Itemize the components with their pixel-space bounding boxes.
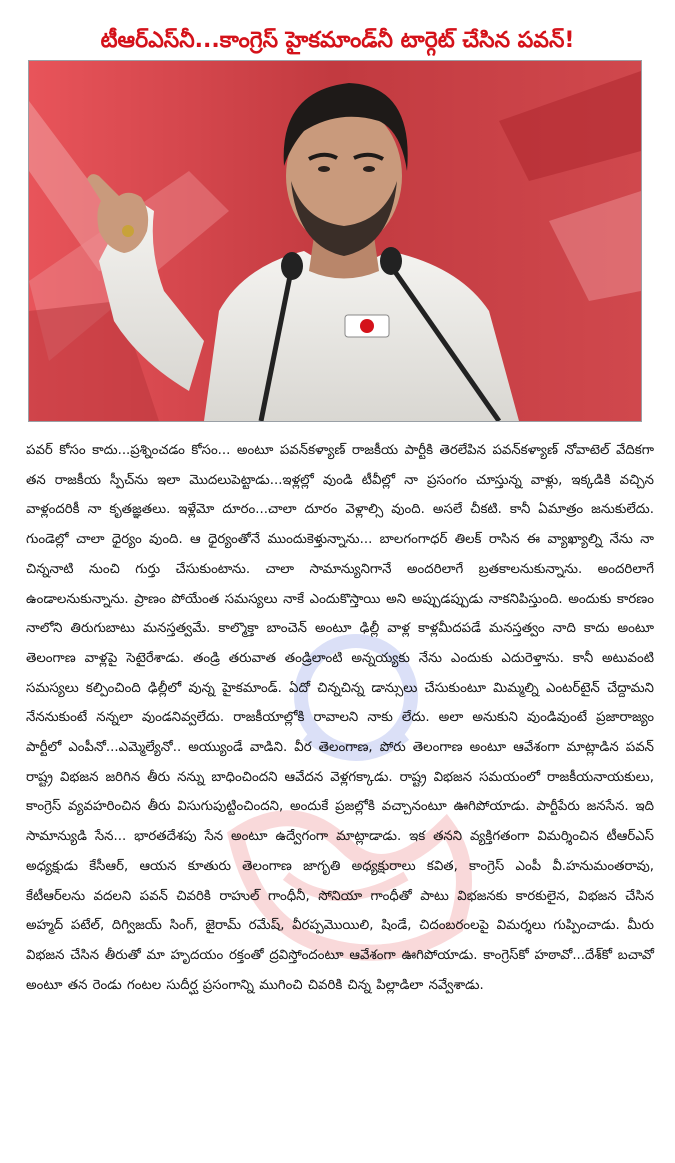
article-headline: టీఆర్ఎస్‌నీ...కాంగ్రెస్ హైకమాండ్‌నీ టార్గెట్ చేసిన పవన్! xyxy=(100,27,575,53)
article-body xyxy=(26,436,654,1156)
party-badge-icon xyxy=(345,315,389,337)
speaker-photo-icon xyxy=(29,61,641,421)
article-text: పవర్ కోసం కాదు...ప్రశ్నించడం కోసం... అంటూ పవన్‌కళ్యాణ్ రాజకీయ పార్టీకి తెరలేపిన పవన్‌కళ్యాణ్ నోవాటెల్ వేదికగా తన రాజకీయ స్పీచ్‌ను ఇలా మొదలుపెట్టాడు...ఇళ్లల్లో వుండి టీవీల్లో నా ప్రసంగం చూస్తున్న వాళ్లు, ఇక్కడికి వచ్చిన వాళ్లందరికీ నా కృతజ్ఞతలు. ఇళ్లేమో దూరం...చాలా దూరం వెళ్లాల్సి వుంది. అసలే చీకటి. కానీ ఏమాత్రం జనుకులేదు. గుండెల్లో చాలా ధైర్యం వుంది. ఆ ధైర్యంతోనే ముందుకెళ్తున్నాను... బాలగంగాధర్ తిలక్ రాసిన ఈ వ్యాఖ్యాల్ని నేను నా చిన్ననాటి నుంచి గుర్తు చేసుకుంటాను. చాలా సామాన్యునిగానే అందరిలాగే బ్రతకాలనుకున్నాను. అందరిలాగే ఉండాలనుకున్నాను. ప్రాణం పోయేంత సమస్యలు నాకే ఎందుకొస్తాయి అని అప్పుడప్పుడు నాకనిపిస్తుంది. అందుకు కారణం నాలోని తిరుగుబాటు మనస్తత్వమే. కాల్మొక్తా బాంచెన్ అంటూ ఢిల్లీ వాళ్ల కాళ్లమీదపడే మనస్తత్వం నాది కాదు అంటూ తెలంగాణ వాళ్లపై సెటైరేశాడు. తండ్రి తరువాత తండ్రిలాంటి అన్నయ్యకు నేను ఎందుకు ఎదురెళ్తాను. కానీ అటువంటి సమస్యలు కల్పించింది ఢిల్లీలో వున్న హైకమాండ్. ఏదో చిన్నచిన్న డాన్సులు చేసుకుంటూ మిమ్మల్ని ఎంటర్‌టైన్ చేద్దామని నేననుకుంటే నన్నలా వుండనివ్వలేదు. రాజకీయాల్లోకి రావాలని నాకు లేదు. అలా అనుకుని వుండివుంటే ప్రజారాజ్యం పార్టీలో ఎంపీనో...ఎమ్మెల్యేనో.. అయ్యుండే వాడిని. వీర తెలంగాణ, పోరు తెలంగాణ అంటూ ఆవేశంగా మాట్లాడిన పవన్ రాష్ట్ర విభజన జరిగిన తీరు నన్ను బాధించిందని ఆవేదన వెళ్లగక్కాడు. రాష్ట్ర విభజన సమయంలో రాజకీయనాయకులు, కాంగ్రెస్ వ్యవహరించిన తీరు విసుగుపుట్టించిందని, అందుకే ప్రజల్లోకి వచ్చానంటూ ఊగిపోయాడు. పార్టీపేరు జనసేన. ఇది సామాన్యుడి సేన... భారతదేశపు సేన అంటూ ఉద్వేగంగా మాట్లాడాడు. ఇక తనని వ్యక్తిగతంగా విమర్శించిన టీఆర్ఎస్ అధ్యక్షుడు కేసీఆర్, ఆయన కూతురు తెలంగాణ జాగృతి అధ్యక్షురాలు కవిత, కాంగ్రెస్ ఎంపీ వీ.హనుమంతరావు, కేటీఆర్‌లను వదలని పవన్ చివరికి రాహుల్ గాంధీనీ, సోనియా గాంధీతో పాటు విభజనకు కారకులైన, విభజన చేసిన అహ్మద్ పటేల్, దిగ్విజయ్ సింగ్, జైరామ్ రమేష్, వీరప్పమొయిలి, షిండే, చిదంబరంలపై విమర్శలు గుప్పించాడు. మీరు విభజన చేసిన తీరుతో మా హృదయం రక్తంతో ద్రవిస్తోందంటూ ఆవేశంగా ఊగిపోయాడు. కాంగ్రెస్‌కో హఠావో...దేశ్‌కో బచావో అంటూ తన రెండు గంటల సుదీర్ఘ ప్రసంగాన్ని ముగించి చివరికి చిన్న పిల్లాడిలా నవ్వేశాడు. xyxy=(26,443,654,993)
article-photo xyxy=(28,60,642,422)
